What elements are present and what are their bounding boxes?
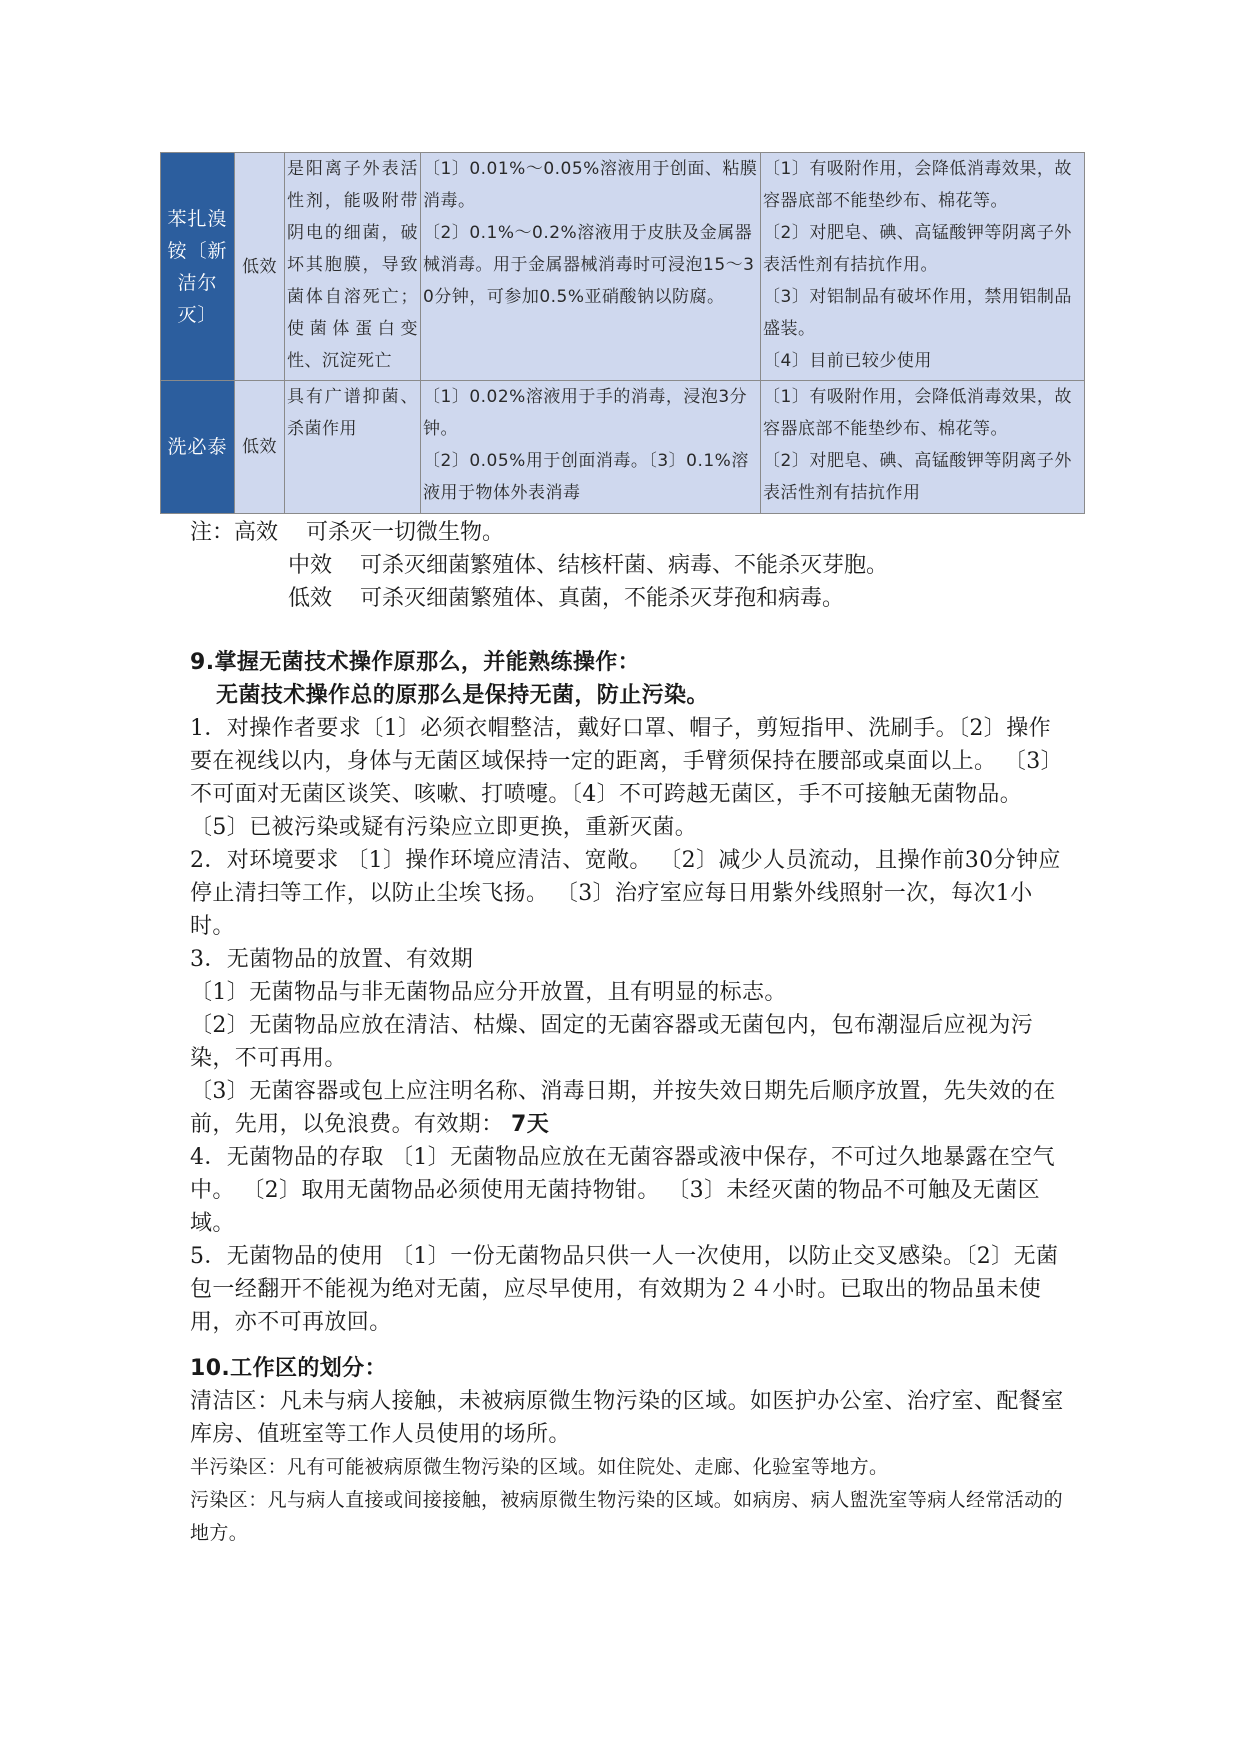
section-10: [190, 1352, 1070, 1550]
validity-value: 7天: [511, 1112, 550, 1137]
usage-item: 〔2〕0.1%～0.2%溶液用于皮肤及金属器械消毒。用于金属器械消毒时可浸泡15～30分钟，可参加0.5%亚硝酸钠以防腐。: [423, 223, 755, 307]
usage-cell: [421, 381, 761, 514]
paragraph: 3．无菌物品的放置、有效期: [190, 947, 474, 972]
disinfectant-name: 苯扎溴铵〔新洁尔灭〕: [161, 153, 235, 381]
legend-row: [190, 516, 888, 549]
disinfectant-name: 洗必泰: [161, 381, 235, 514]
paragraph: 污染区：凡与病人直接或间接接触，被病原微生物污染的区域。如病房、病人盥洗室等病人经常活动的地方。: [190, 1489, 1064, 1544]
mechanism-cell: 是阳离子外表活性剂，能吸附带阴电的细菌，破坏其胞膜，导致菌体自溶死亡；使菌体蛋白变性、沉淀死亡: [285, 153, 421, 381]
section-title: 9.掌握无菌技术操作原那么，并能熟练操作：: [190, 650, 641, 675]
paragraph: 2．对环境要求 〔1〕操作环境应清洁、宽敞。 〔2〕减少人员流动，且操作前30分钟应停止清扫等工作，以防止尘埃飞扬。 〔3〕治疗室应每日用紫外线照射一次，每次1小时。: [190, 848, 1061, 939]
paragraph: 半污染区：凡有可能被病原微生物污染的区域。如住院处、走廊、化验室等地方。: [190, 1456, 889, 1478]
legend-desc: 可杀灭一切微生物。: [306, 520, 505, 545]
paragraph: 〔1〕无菌物品与非无菌物品应分开放置，且有明显的标志。: [190, 980, 787, 1005]
paragraph: 〔2〕无菌物品应放在清洁、枯燥、固定的无菌容器或无菌包内，包布潮湿后应视为污染，不可再用。: [190, 1013, 1034, 1071]
notes-cell: [761, 153, 1085, 381]
section-principle: 无菌技术操作总的原那么是保持无菌，防止污染。: [216, 683, 709, 708]
mechanism-cell: 具有广谱抑菌、杀菌作用: [285, 381, 421, 514]
legend-prefix: 注：: [190, 520, 235, 545]
table-row: [161, 153, 1085, 381]
note-item: 〔4〕目前已较少使用: [763, 351, 932, 371]
legend-level: 高效: [234, 520, 279, 545]
paragraph: 5．无菌物品的使用 〔1〕一份无菌物品只供一人一次使用，以防止交叉感染。〔2〕无菌包一经翻开不能视为绝对无菌，应尽早使用，有效期为２４小时。已取出的物品虽未使用，亦不可再放回。: [190, 1244, 1059, 1335]
legend-level: 中效: [288, 553, 333, 578]
note-item: 〔2〕对肥皂、碘、高锰酸钾等阴离子外表活性剂有拮抗作用。: [763, 223, 1072, 275]
paragraph: 清洁区：凡未与病人接触，未被病原微生物污染的区域。如医护办公室、治疗室、配餐室库房、值班室等工作人员使用的场所。: [190, 1389, 1064, 1447]
legend-desc: 可杀灭细菌繁殖体、真菌，不能杀灭芽孢和病毒。: [360, 586, 845, 611]
efficacy-level: 低效: [235, 381, 285, 514]
section-9: [190, 646, 1070, 1339]
usage-cell: [421, 153, 761, 381]
paragraph: 4．无菌物品的存取 〔1〕无菌物品应放在无菌容器或液中保存，不可过久地暴露在空气中。 〔2〕取用无菌物品必须使用无菌持物钳。 〔3〕未经灭菌的物品不可触及无菌区域。: [190, 1145, 1055, 1236]
disinfectant-table: [160, 152, 1085, 514]
usage-item: 〔2〕0.05%用于创面消毒。〔3〕0.1%溶液用于物体外表消毒: [423, 451, 749, 503]
note-item: 〔2〕对肥皂、碘、高锰酸钾等阴离子外表活性剂有拮抗作用: [763, 451, 1072, 503]
efficacy-level: 低效: [235, 153, 285, 381]
notes-cell: [761, 381, 1085, 514]
legend-row: [190, 582, 888, 615]
legend-row: [190, 549, 888, 582]
note-item: 〔1〕有吸附作用，会降低消毒效果，故容器底部不能垫纱布、棉花等。: [763, 387, 1072, 439]
usage-item: 〔1〕0.02%溶液用于手的消毒，浸泡3分钟。: [423, 387, 748, 439]
table-row: [161, 381, 1085, 514]
section-title: 10.工作区的划分：: [190, 1356, 387, 1381]
legend-level: 低效: [288, 586, 333, 611]
paragraph: [190, 1075, 1070, 1141]
legend-desc: 可杀灭细菌繁殖体、结核杆菌、病毒、不能杀灭芽胞。: [360, 553, 889, 578]
paragraph: 1．对操作者要求〔1〕必须衣帽整洁，戴好口罩、帽子，剪短指甲、洗刷手。〔2〕操作要在视线以内，身体与无菌区域保持一定的距离，手臂须保持在腰部或桌面以上。 〔3〕不可面对无菌区谈笑、咳嗽、打喷嚏。〔4〕不可跨越无菌区，手不可接触无菌物品。 〔5〕已被污染或疑有污染应立即更换，重新灭菌。: [190, 716, 1063, 840]
paragraph-text: 〔3〕无菌容器或包上应注明名称、消毒日期，并按失效日期先后顺序放置，先失效的在前，先用，以免浪费。有效期：: [190, 1079, 1056, 1137]
efficacy-legend: [190, 516, 888, 615]
usage-item: 〔1〕0.01%～0.05%溶液用于创面、粘膜消毒。: [423, 159, 758, 211]
note-item: 〔1〕有吸附作用，会降低消毒效果，故容器底部不能垫纱布、棉花等。: [763, 159, 1072, 211]
note-item: 〔3〕对铝制品有破坏作用，禁用铝制品盛装。: [763, 287, 1072, 339]
